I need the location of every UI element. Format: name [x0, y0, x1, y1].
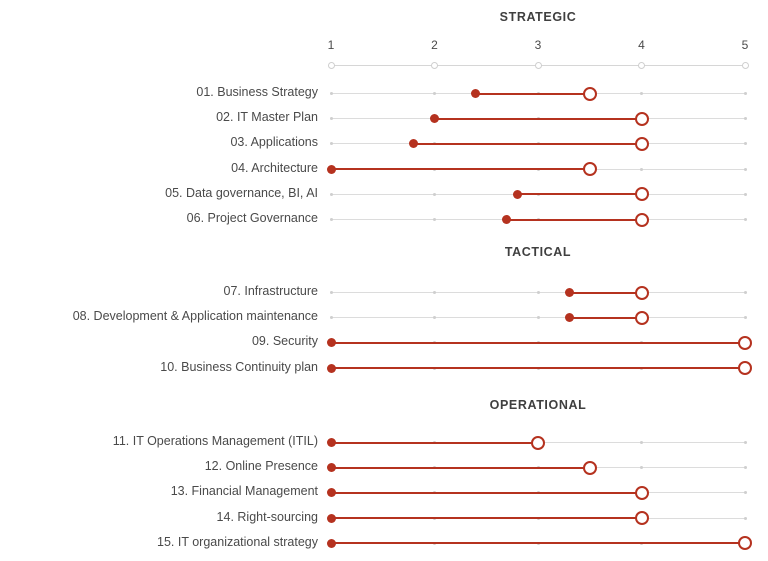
row-grid-marker [433, 218, 436, 221]
current-value-dot [502, 215, 511, 224]
row-grid-marker [433, 291, 436, 294]
target-value-dot [635, 511, 649, 525]
row-label: 15. IT organizational strategy [157, 534, 318, 549]
row-grid-marker [744, 142, 747, 145]
target-value-dot [583, 162, 597, 176]
range-bar [331, 442, 538, 444]
range-bar [414, 143, 642, 145]
row-label: 08. Development & Application maintenance [72, 309, 318, 324]
range-bar [331, 342, 745, 344]
target-value-dot [583, 87, 597, 101]
row-grid-marker [744, 491, 747, 494]
range-bar [331, 517, 642, 519]
axis-tick-marker [638, 62, 645, 69]
row-grid-marker [744, 117, 747, 120]
range-bar [331, 542, 745, 544]
range-bar [435, 118, 642, 120]
row-grid-marker [330, 193, 333, 196]
current-value-dot [327, 514, 336, 523]
row-label: 01. Business Strategy [196, 85, 318, 99]
row-grid-marker [744, 168, 747, 171]
current-value-dot [327, 463, 336, 472]
current-value-dot [409, 139, 418, 148]
target-value-dot [583, 461, 597, 475]
row-grid-marker [744, 291, 747, 294]
row-label: 04. Architecture [231, 160, 318, 175]
current-value-dot [471, 89, 480, 98]
row-grid-marker [330, 291, 333, 294]
current-value-dot [327, 338, 336, 347]
row-grid-marker [640, 168, 643, 171]
current-value-dot [430, 114, 439, 123]
target-value-dot [738, 536, 752, 550]
current-value-dot [565, 313, 574, 322]
row-grid-marker [744, 441, 747, 444]
axis-tick-marker [431, 62, 438, 69]
row-label: 09. Security [251, 334, 318, 349]
row-grid-marker [433, 193, 436, 196]
row-label: 07. Infrastructure [223, 284, 318, 298]
row-grid-marker [744, 218, 747, 221]
group-title: TACTICAL [504, 245, 572, 259]
range-bar [569, 292, 641, 294]
target-value-dot [635, 137, 649, 151]
row-grid-marker [537, 291, 540, 294]
current-value-dot [327, 364, 336, 373]
target-value-dot [635, 213, 649, 227]
target-value-dot [635, 187, 649, 201]
row-grid-marker [744, 316, 747, 319]
row-label: 14. Right-sourcing [216, 509, 318, 524]
row-grid-marker [640, 466, 643, 469]
row-label: 05. Data governance, BI, AI [165, 185, 318, 200]
axis-tick-marker [742, 62, 749, 69]
axis-tick-label: 3 [534, 38, 542, 52]
current-value-dot [327, 539, 336, 548]
row-grid-marker [330, 117, 333, 120]
row-label: 12. Online Presence [204, 459, 318, 474]
range-bar [569, 317, 641, 319]
target-value-dot [531, 436, 545, 450]
row-grid-marker [744, 193, 747, 196]
group-title: OPERATIONAL [489, 398, 587, 412]
row-grid-marker [744, 92, 747, 95]
row-grid-marker [330, 316, 333, 319]
axis-tick-marker [328, 62, 335, 69]
row-grid-marker [433, 316, 436, 319]
row-label: 11. IT Operations Management (ITIL) [112, 434, 318, 448]
row-label: 10. Business Continuity plan [160, 359, 318, 374]
row-grid-marker [330, 142, 333, 145]
target-value-dot [635, 311, 649, 325]
range-bar [507, 219, 642, 221]
current-value-dot [327, 438, 336, 447]
current-value-dot [327, 165, 336, 174]
target-value-dot [738, 361, 752, 375]
range-bar [331, 367, 745, 369]
row-grid-marker [640, 441, 643, 444]
row-grid-marker [640, 92, 643, 95]
axis-tick-label: 5 [741, 38, 749, 52]
range-bar [331, 467, 590, 469]
axis-tick-marker [535, 62, 542, 69]
row-label: 03. Applications [230, 135, 318, 150]
range-bar [331, 492, 642, 494]
row-label: 06. Project Governance [186, 211, 318, 225]
axis-tick-label: 2 [431, 38, 438, 52]
row-grid-marker [330, 92, 333, 95]
current-value-dot [327, 488, 336, 497]
row-grid-marker [330, 218, 333, 221]
current-value-dot [565, 288, 574, 297]
row-grid-marker [744, 466, 747, 469]
axis-tick-label: 4 [638, 38, 645, 52]
row-grid-marker [433, 92, 436, 95]
row-label: 02. IT Master Plan [216, 110, 318, 125]
target-value-dot [635, 486, 649, 500]
range-bar [331, 168, 590, 170]
target-value-dot [738, 336, 752, 350]
target-value-dot [635, 286, 649, 300]
range-bar [517, 193, 641, 195]
row-label: 13. Financial Management [170, 484, 318, 499]
range-bar [476, 93, 590, 95]
axis-tick-label: 1 [327, 38, 335, 52]
target-value-dot [635, 112, 649, 126]
row-grid-marker [537, 316, 540, 319]
row-grid-marker [744, 517, 747, 520]
current-value-dot [513, 190, 522, 199]
group-title: STRATEGIC [499, 10, 577, 24]
